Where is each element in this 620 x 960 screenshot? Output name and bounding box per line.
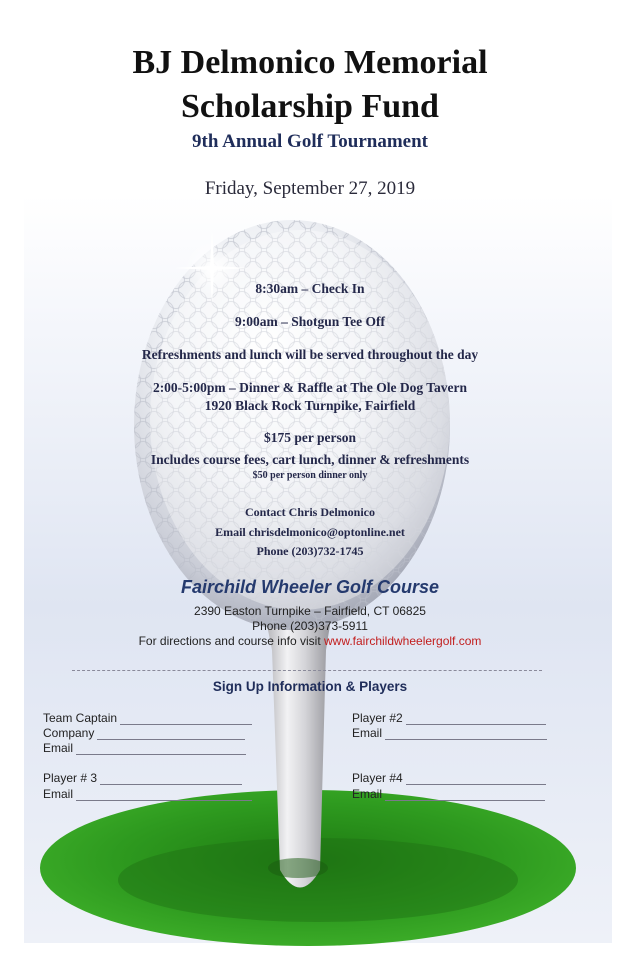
checkin-time: 8:30am – Check In	[255, 281, 365, 296]
teeoff-time: 9:00am – Shotgun Tee Off	[234, 314, 386, 329]
price-includes: Includes course fees, cart lunch, dinner & refreshments	[150, 452, 470, 467]
captain-email-field[interactable]	[43, 741, 246, 755]
directions-text: For directions and course info visit	[138, 634, 324, 648]
player4-email-line[interactable]	[385, 789, 545, 801]
team-captain-label: Team Captain	[43, 711, 118, 725]
player4-email-field[interactable]	[352, 787, 545, 801]
signup-heading: Sign Up Information & Players	[212, 679, 408, 694]
player3-field[interactable]	[43, 771, 242, 785]
title-line-2: Scholarship Fund	[181, 88, 439, 125]
price: $175 per person	[263, 430, 356, 445]
divider	[72, 670, 542, 671]
player3-email-label: Email	[43, 787, 74, 801]
captain-email-line[interactable]	[76, 743, 246, 755]
course-phone: Phone (203)373-5911	[252, 619, 368, 633]
player2-email-label: Email	[352, 726, 383, 740]
player3-line[interactable]	[100, 773, 242, 785]
player2-email-field[interactable]	[352, 726, 547, 740]
refreshments-note: Refreshments and lunch will be served throughout the day	[141, 347, 479, 362]
contact-phone: Phone (203)732-1745	[256, 544, 364, 558]
player3-email-field[interactable]	[43, 787, 252, 801]
player4-line[interactable]	[406, 773, 546, 785]
course-address: 2390 Easton Turnpike – Fairfield, CT 06825	[194, 604, 426, 618]
contact-email: Email chrisdelmonico@optonline.net	[215, 525, 405, 539]
player3-label: Player # 3	[43, 771, 98, 785]
player2-line[interactable]	[406, 713, 546, 725]
player2-field[interactable]	[352, 711, 546, 725]
player4-label: Player #4	[352, 771, 403, 785]
player4-email-label: Email	[352, 787, 383, 801]
player3-email-line[interactable]	[76, 789, 252, 801]
dinner-address: 1920 Black Rock Turnpike, Fairfield	[204, 398, 416, 413]
player4-field[interactable]	[352, 771, 546, 785]
player2-email-line[interactable]	[385, 728, 547, 740]
player2-label: Player #2	[352, 711, 403, 725]
dinner-only-price: $50 per person dinner only	[252, 470, 368, 481]
company-line[interactable]	[97, 728, 245, 740]
dinner-info: 2:00-5:00pm – Dinner & Raffle at The Ole Dog Tavern	[152, 380, 468, 395]
course-directions	[0, 634, 620, 648]
course-website-link[interactable]: www.fairchildwheelergolf.com	[324, 634, 482, 648]
team-captain-field[interactable]	[43, 711, 252, 725]
subtitle: 9th Annual Golf Tournament	[192, 131, 428, 152]
team-captain-line[interactable]	[120, 713, 252, 725]
company-field[interactable]	[43, 726, 245, 740]
title-line-1: BJ Delmonico Memorial	[132, 44, 488, 81]
course-name: Fairchild Wheeler Golf Course	[180, 577, 440, 597]
event-date: Friday, September 27, 2019	[204, 178, 416, 199]
company-label: Company	[43, 726, 95, 740]
captain-email-label: Email	[43, 741, 74, 755]
contact-name: Contact Chris Delmonico	[245, 505, 375, 519]
